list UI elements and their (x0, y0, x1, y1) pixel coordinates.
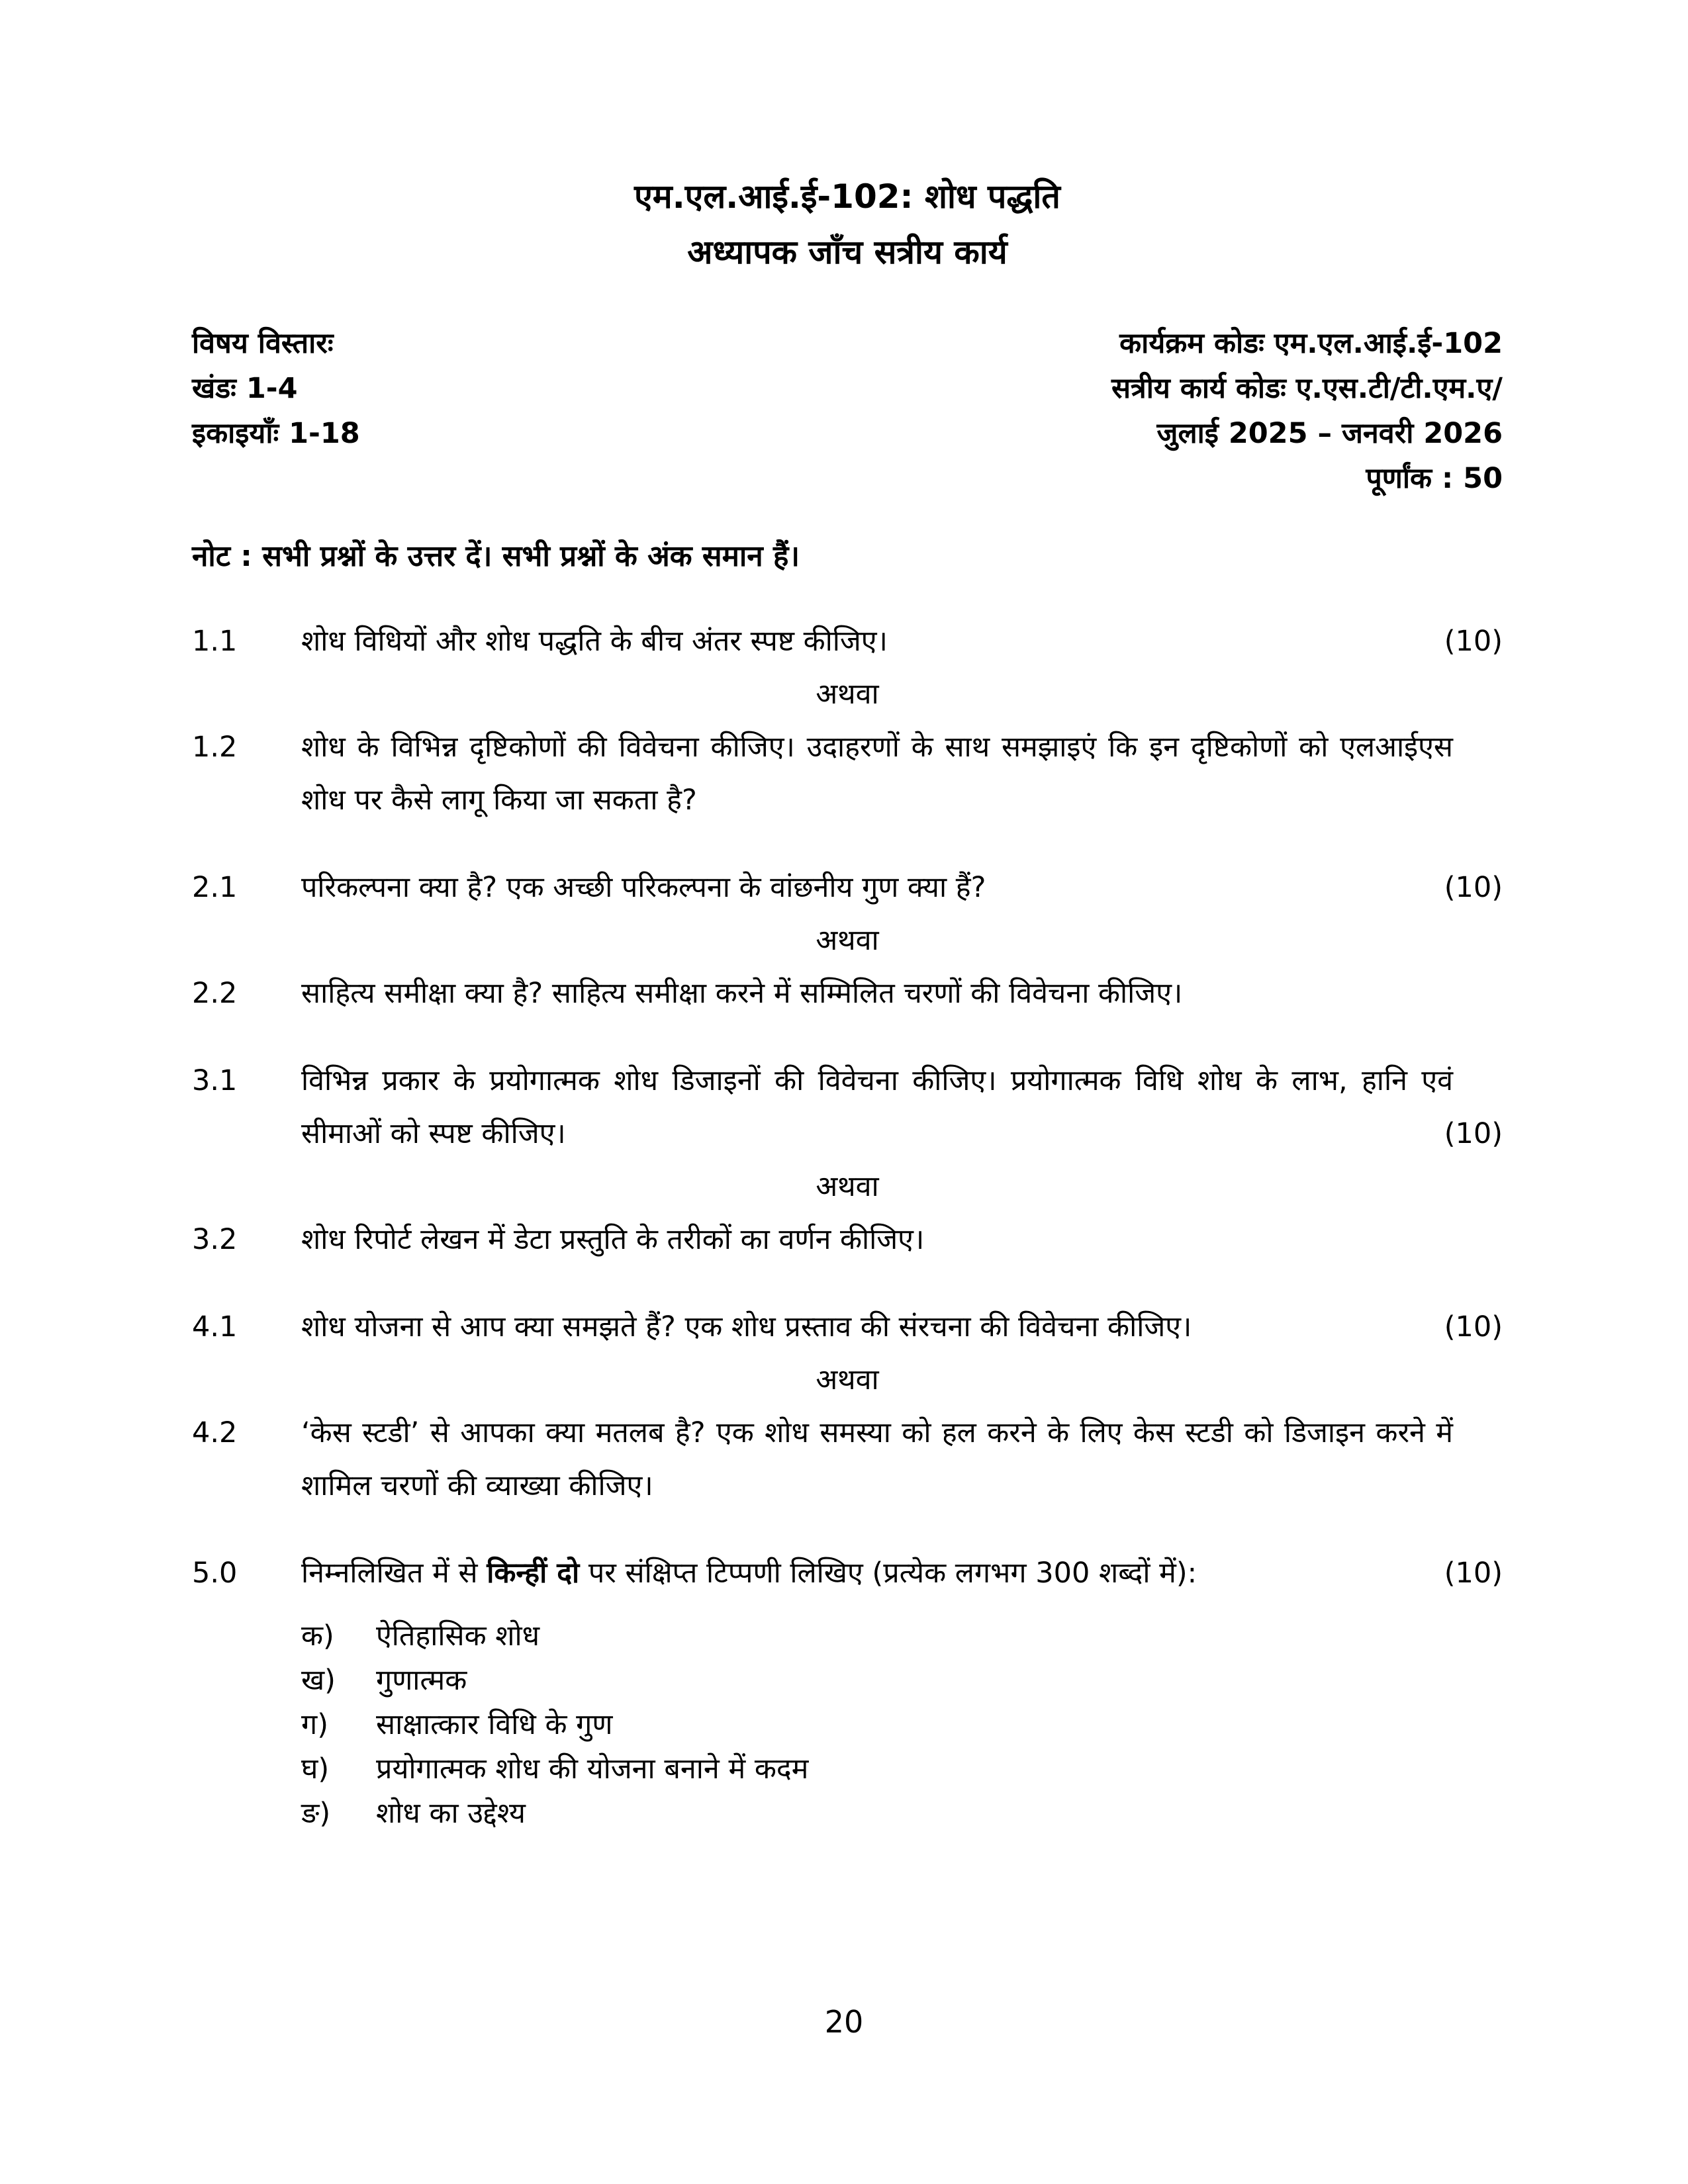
question-4-1 (192, 1300, 1503, 1353)
question-number: 2.1 (192, 871, 238, 904)
question-marks: (10) (1444, 625, 1503, 658)
question-marks: (10) (1444, 1310, 1503, 1343)
meta-row-3 (192, 411, 1503, 456)
question-text: शोध के विभिन्न दृष्टिकोणों की विवेचना कीजिए। उदाहरणों के साथ समझाइएं कि इन दृष्टिकोणों को एलआईएस शोध पर कैसे लागू किया जा सकता है? (301, 731, 1453, 817)
question-marks: (10) (1444, 871, 1503, 904)
short-note-options (301, 1614, 1503, 1836)
programme-code: कार्यक्रम कोडः एम.एल.आई.ई-102 (1119, 327, 1503, 360)
option-item (301, 1747, 1503, 1792)
question-text: शोध रिपोर्ट लेखन में डेटा प्रस्तुति के तरीकों का वर्णन कीजिए। (301, 1223, 925, 1256)
or-separator: अथवा (816, 1363, 879, 1396)
question-4-2 (192, 1406, 1503, 1512)
meta-row-1 (192, 321, 1503, 366)
document-title (192, 169, 1503, 280)
or-separator: अथवा (816, 924, 879, 957)
option-text: प्रयोगात्मक शोध की योजना बनाने में कदम (376, 1752, 809, 1786)
question-2-1 (192, 861, 1503, 914)
question-number: 3.2 (192, 1223, 238, 1256)
question-number: 2.2 (192, 977, 238, 1010)
question-number: 4.1 (192, 1310, 238, 1343)
page-number: 20 (824, 2004, 864, 2040)
blocks-range: खंडः 1-4 (192, 372, 298, 405)
option-label: ग) (301, 1708, 328, 1741)
option-text: साक्षात्कार विधि के गुण (376, 1708, 613, 1741)
header-meta (192, 321, 1503, 501)
question-text: साहित्य समीक्षा क्या है? साहित्य समीक्षा करने में सम्मिलित चरणों की विवेचना कीजिए। (301, 977, 1183, 1010)
or-separator: अथवा (816, 678, 879, 711)
title-line-course: एम.एल.आई.ई-102: शोध पद्धति (634, 177, 1060, 216)
option-label: ङ) (301, 1797, 331, 1830)
question-2-2 (192, 967, 1503, 1020)
coverage-label: विषय विस्तारः (192, 327, 334, 360)
question-text: शोध योजना से आप क्या समझते हैं? एक शोध प्रस्ताव की संरचना की विवेचना कीजिए। (301, 1310, 1192, 1343)
question-3-1 (192, 1054, 1503, 1160)
meta-row-4 (192, 456, 1503, 501)
question-text: परिकल्पना क्या है? एक अच्छी परिकल्पना के वांछनीय गुण क्या हैं? (301, 871, 986, 904)
session-dates: जुलाई 2025 – जनवरी 2026 (1156, 417, 1503, 450)
question-text: ‘केस स्टडी’ से आपका क्या मतलब है? एक शोध समस्या को हल करने के लिए केस स्टडी को डिजाइन करने में शामिल चरणों की व्याख्या कीजिए। (301, 1416, 1453, 1502)
question-number: 1.1 (192, 625, 238, 658)
question-text-pre: निम्नलिखित में से (301, 1557, 487, 1590)
question-1-2 (192, 721, 1503, 827)
question-marks: (10) (1444, 1557, 1503, 1590)
option-text: ऐतिहासिक शोध (376, 1619, 540, 1653)
meta-row-2 (192, 366, 1503, 411)
question-text: विभिन्न प्रकार के प्रयोगात्मक शोध डिजाइनों की विवेचना कीजिए। प्रयोगात्मक विधि शोध के लाभ, हानि एवं सीमाओं को स्पष्ट कीजिए। (301, 1064, 1453, 1150)
units-range: इकाइयाँः 1-18 (192, 417, 360, 450)
option-text: शोध का उद्देश्य (376, 1797, 526, 1830)
option-text: गुणात्मक (376, 1664, 467, 1697)
question-text-post: पर संक्षिप्त टिप्पणी लिखिए (प्रत्येक लगभग 300 शब्दों में): (579, 1557, 1197, 1590)
option-item (301, 1703, 1503, 1747)
option-label: क) (301, 1619, 334, 1653)
question-number: 5.0 (192, 1557, 238, 1590)
option-item (301, 1659, 1503, 1703)
question-text: शोध विधियों और शोध पद्धति के बीच अंतर स्पष्ट कीजिए। (301, 625, 888, 658)
question-marks: (10) (1444, 1117, 1503, 1150)
question-1-1 (192, 615, 1503, 668)
page-content (192, 169, 1503, 1836)
question-text (301, 1547, 1453, 1600)
option-item (301, 1614, 1503, 1659)
assignment-code: सत्रीय कार्य कोडः ए.एस.टी/टी.एम.ए/ (1111, 372, 1503, 405)
option-label: घ) (301, 1752, 330, 1786)
option-item (301, 1792, 1503, 1836)
instructions-note: नोट : सभी प्रश्नों के उत्तर दें। सभी प्रश्नों के अंक समान हैं। (192, 539, 800, 573)
question-3-2 (192, 1213, 1503, 1266)
question-number: 3.1 (192, 1064, 238, 1097)
max-marks: पूर्णांक : 50 (1366, 462, 1503, 495)
question-text-bold: किन्हीं दो (487, 1557, 580, 1590)
title-line-assignment-type: अध्यापक जाँच सत्रीय कार्य (687, 233, 1008, 271)
question-number: 1.2 (192, 731, 238, 764)
question-number: 4.2 (192, 1416, 238, 1449)
or-separator: अथवा (816, 1170, 879, 1203)
option-label: ख) (301, 1664, 336, 1697)
question-5-0 (192, 1547, 1503, 1600)
